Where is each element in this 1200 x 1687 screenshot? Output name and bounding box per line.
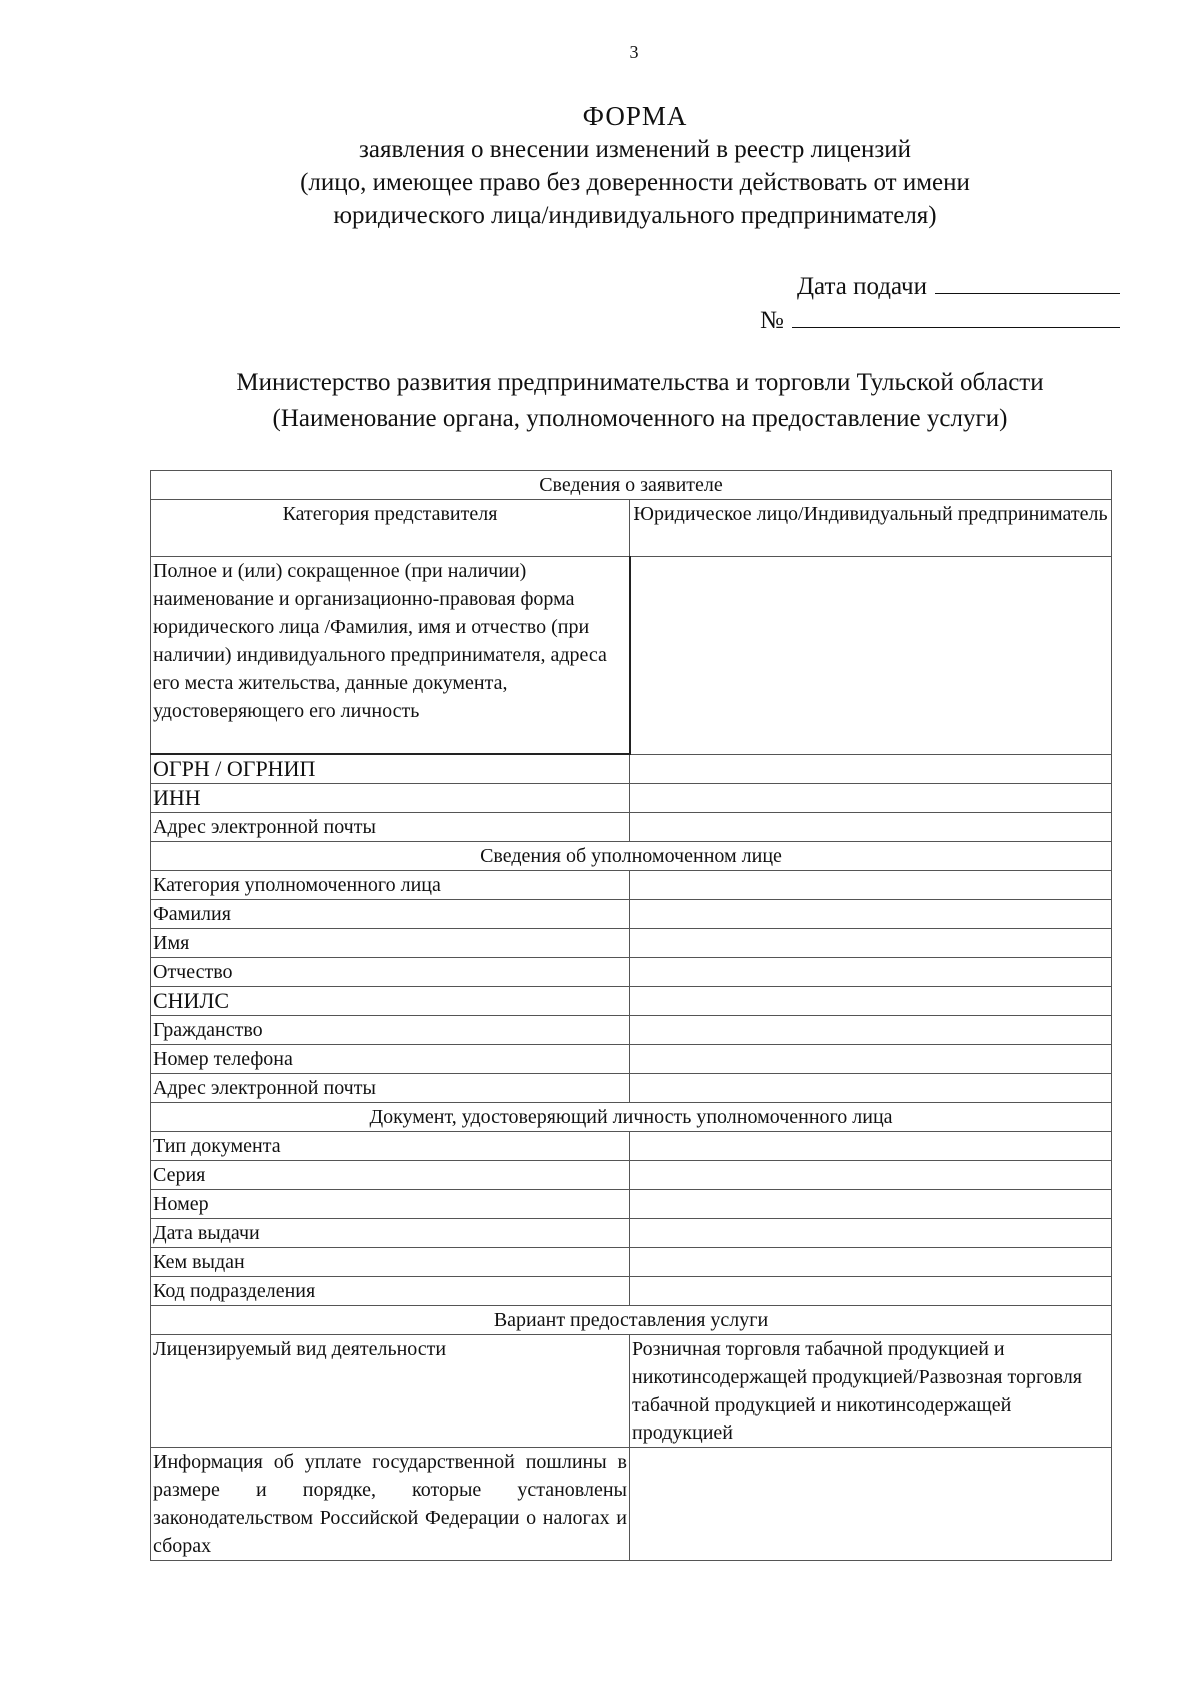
table-row [151,784,1112,813]
email-label-cell: Адрес электронной почты [151,813,630,842]
fee-value-cell[interactable] [630,1448,1112,1561]
rep-category-label-cell: Категория уполномоченного лица [151,871,630,900]
full-name-label-cell: Полное и (или) сокращенное (при наличии) наименование и организационно-правовая форма юридического лица /Фамилия, имя и отчество (при наличии) индивидуального предпринимателя, адреса его места жительства, данные документа, удостоверяющего его личность [151,557,630,755]
table-row [151,1132,1112,1161]
rep-category-value-cell[interactable] [630,871,1112,900]
surname-label-cell: Фамилия [151,900,630,929]
form-title: ФОРМА [582,101,688,131]
authority-caption: (Наименование органа, уполномоченного на предоставление услуги) [272,405,1008,432]
email-value-cell[interactable] [630,813,1112,842]
submission-date-label: Дата подачи [796,273,927,300]
inn-value-cell[interactable] [630,784,1112,813]
table-row [151,1448,1112,1561]
table-row [151,754,1112,784]
activity-value-cell: Розничная торговля табачной продукцией и никотинсодержащей продукцией/Развозная торговля табачной продукцией и никотинсодержащей продукцией [630,1335,1112,1448]
table-section-row [151,1306,1112,1335]
table-section-row [151,842,1112,871]
full-name-value-cell[interactable] [630,557,1112,755]
rep-email-label-cell: Адрес электронной почты [151,1074,630,1103]
ogrn-label-cell: ОГРН / ОГРНИП [151,754,630,784]
inn-label-cell: ИНН [151,784,630,813]
table-row [151,958,1112,987]
series-label-cell: Серия [151,1161,630,1190]
table-row [151,813,1112,842]
table-row [151,1045,1112,1074]
division-code-label-cell: Код подразделения [151,1277,630,1306]
snils-value-cell[interactable] [630,987,1112,1016]
submission-date-field[interactable] [935,271,1120,294]
document-section-header: Документ, удостоверяющий личность уполномоченного лица [151,1103,1112,1132]
activity-label-cell: Лицензируемый вид деятельности [151,1335,630,1448]
applicant-section-header: Сведения о заявителе [151,471,1112,500]
form-subtitle-line-1: заявления о внесении изменений в реестр лицензий [358,136,912,163]
table-row [151,1277,1112,1306]
surname-value-cell[interactable] [630,900,1112,929]
phone-label-cell: Номер телефона [151,1045,630,1074]
snils-label-cell: СНИЛС [151,987,630,1016]
service-section-header: Вариант предоставления услуги [151,1306,1112,1335]
fee-label-cell: Информация об уплате государственной пошлины в размере и порядке, которые установлены законодательством Российской Федерации о налогах и сборах [151,1448,630,1561]
application-form-table [150,470,1112,1561]
form-header [150,100,1120,232]
doc-type-label-cell: Тип документа [151,1132,630,1161]
table-row [151,1219,1112,1248]
authority-block [150,365,1130,437]
table-section-row [151,1103,1112,1132]
doc-type-value-cell[interactable] [630,1132,1112,1161]
category-header-cell: Категория представителя [151,500,630,557]
issued-by-value-cell[interactable] [630,1248,1112,1277]
table-row [151,1190,1112,1219]
table-row [151,871,1112,900]
series-value-cell[interactable] [630,1161,1112,1190]
table-row [151,500,1112,557]
authority-name: Министерство развития предпринимательства и торговли Тульской области [236,369,1044,396]
table-row [151,1161,1112,1190]
form-subtitle-line-3: юридического лица/индивидуального предпринимателя) [333,202,937,229]
submission-date-row [760,270,1120,304]
division-code-value-cell[interactable] [630,1277,1112,1306]
firstname-value-cell[interactable] [630,929,1112,958]
submission-number-field[interactable] [792,305,1120,328]
number-value-cell[interactable] [630,1190,1112,1219]
table-section-row [151,471,1112,500]
issued-by-label-cell: Кем выдан [151,1248,630,1277]
issue-date-label-cell: Дата выдачи [151,1219,630,1248]
submission-number-row [760,304,1120,338]
table-row [151,900,1112,929]
table-row [151,987,1112,1016]
table-row [151,557,1112,755]
citizenship-value-cell[interactable] [630,1016,1112,1045]
table-row [151,1248,1112,1277]
ogrn-value-cell[interactable] [630,754,1112,784]
category-value-cell: Юридическое лицо/Индивидуальный предприниматель [630,500,1112,557]
phone-value-cell[interactable] [630,1045,1112,1074]
number-label-cell: Номер [151,1190,630,1219]
table-row [151,1335,1112,1448]
issue-date-value-cell[interactable] [630,1219,1112,1248]
table-row [151,1016,1112,1045]
table-row [151,929,1112,958]
representative-section-header: Сведения об уполномоченном лице [151,842,1112,871]
patronymic-label-cell: Отчество [151,958,630,987]
patronymic-value-cell[interactable] [630,958,1112,987]
submission-number-label: № [760,307,784,334]
table-row [151,1074,1112,1103]
citizenship-label-cell: Гражданство [151,1016,630,1045]
firstname-label-cell: Имя [151,929,630,958]
submission-block [760,270,1120,338]
form-subtitle-line-2: (лицо, имеющее право без доверенности действовать от имени [300,169,970,196]
page-number: 3 [629,42,639,62]
rep-email-value-cell[interactable] [630,1074,1112,1103]
